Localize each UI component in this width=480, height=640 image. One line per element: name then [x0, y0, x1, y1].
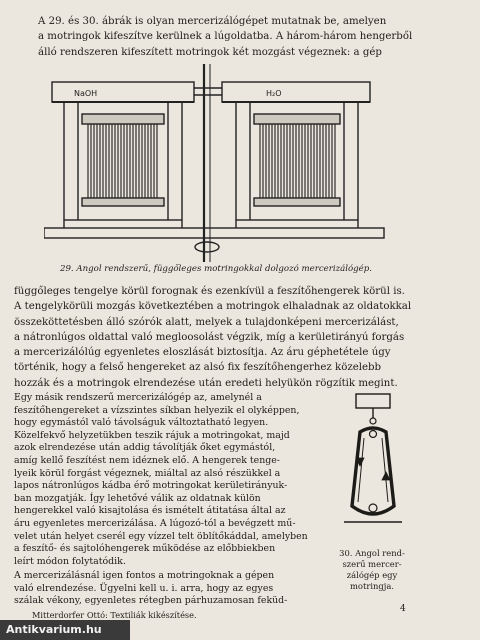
running-footer: Mitterdorfer Ottó: Textiliák kikészítése.: [32, 610, 197, 620]
column-paragraph: [14, 392, 330, 568]
caption-line: szerű mercer-: [342, 559, 402, 569]
text-line: A tengelykörüli mozgás következtében a motringok elhaladnak az oldatokkal: [14, 301, 412, 313]
text-line: álló rendszeren kifeszített motringok két mozgást végeznek: a gép: [38, 46, 382, 58]
text-line: A mercerizálásnál igen fontos a motringoknak a gépen: [14, 570, 275, 581]
figure-30-caption: [332, 548, 412, 592]
text-line: A 29. és 30. ábrák is olyan mercerizálógépet mutatnak be, amelyen: [38, 16, 387, 27]
text-line: a feszítő- és sajtolóhengerek működése az előbbiekben: [14, 543, 276, 555]
text-line: áru egyenletes mercerizálása. A lúgozó-tól a bevégzett mű-: [14, 517, 296, 529]
text-line: lapos nátronlúgos kádba érő motringokat kerületirányuk-: [14, 480, 288, 492]
right-skein-yarn: [260, 124, 335, 198]
tank-label-naoh: NaOH: [74, 89, 98, 98]
text-line: szálak vékony, egyenletes rétegben párhuzamosan feküd-: [14, 595, 288, 607]
text-line: amíg kellő feszítést nem idéznek elő. A hengerek tenge-: [14, 454, 280, 466]
text-line: függőleges tengelye körül forognak és ezenkívül a feszítőhengerek körül is.: [14, 286, 405, 297]
watermark-logo: Antikvarium.hu: [0, 620, 130, 640]
text-line: való elrendezése. Ügyelni kell u. i. arra, hogy az egyes: [14, 582, 274, 594]
text-line: Közelfekvő helyzetükben teszik rájuk a motringokat, majd: [14, 429, 290, 441]
text-line: hengerekkel való kisajtolása és ismételt átitatása által az: [14, 505, 286, 517]
text-line: hogy egymástól való távolságuk változtatható legyen.: [14, 417, 269, 429]
figure-29-caption: 29. Angol rendszerű, függőleges motringokkal dolgozó mercerizálógép.: [60, 264, 372, 274]
final-paragraph: [14, 570, 330, 608]
caption-line: 30. Angol rend-: [339, 548, 405, 558]
text-line: feszítőhengereket a vízszintes síkban helyezik el olyképpen,: [14, 404, 300, 416]
left-skein-yarn: [88, 124, 157, 198]
text-line: a nátronlúgos oldattal való megloosolást végzik, míg a kerületirányú forgás: [14, 331, 405, 343]
caption-line: motringja.: [349, 581, 395, 591]
text-line: a mercerizálólúg egyenletes eloszlását biztosítja. Az áru géphetétele úgy: [14, 347, 391, 359]
text-line: hozzák és a motringok elrendezése után eredeti helyükön rögzítik megint.: [14, 377, 398, 389]
text-line: lyeik körül forgást végeznek, miáltal az alsó részükkel a: [14, 467, 281, 479]
figure-29-machine-drawing: [44, 64, 404, 262]
text-line: történik, hogy a felső hengereket az alsó fix feszítőhengerhez közelebb: [14, 362, 382, 374]
text-line: a motringok kifeszítve kerülnek a lúgoldatba. A három-három hengerből: [38, 31, 413, 43]
text-line: leírt módon folytatódik.: [14, 555, 126, 567]
text-line: velet után helyet cserél egy vízzel telt öblítőkáddal, amelyben: [14, 530, 308, 542]
figure-30-skein-drawing: [340, 390, 410, 530]
tank-label-water: H₂O: [266, 89, 282, 98]
text-line: azok elrendezése után addig távolítják őket egymástól,: [14, 442, 276, 454]
body-paragraph: [14, 284, 412, 391]
text-line: összeköttetésben álló szórók alatt, melyek a tulajdonképeni mercerizálást,: [14, 316, 399, 328]
caption-line: zálógép egy: [346, 570, 398, 580]
text-line: ban mozgatják. Így lehetővé válik az oldatnak külön: [14, 492, 261, 504]
intro-paragraph: [38, 14, 446, 60]
text-line: Egy másik rendszerű mercerizálógép az, amelynél a: [14, 392, 262, 403]
page-number: 4: [400, 604, 406, 614]
